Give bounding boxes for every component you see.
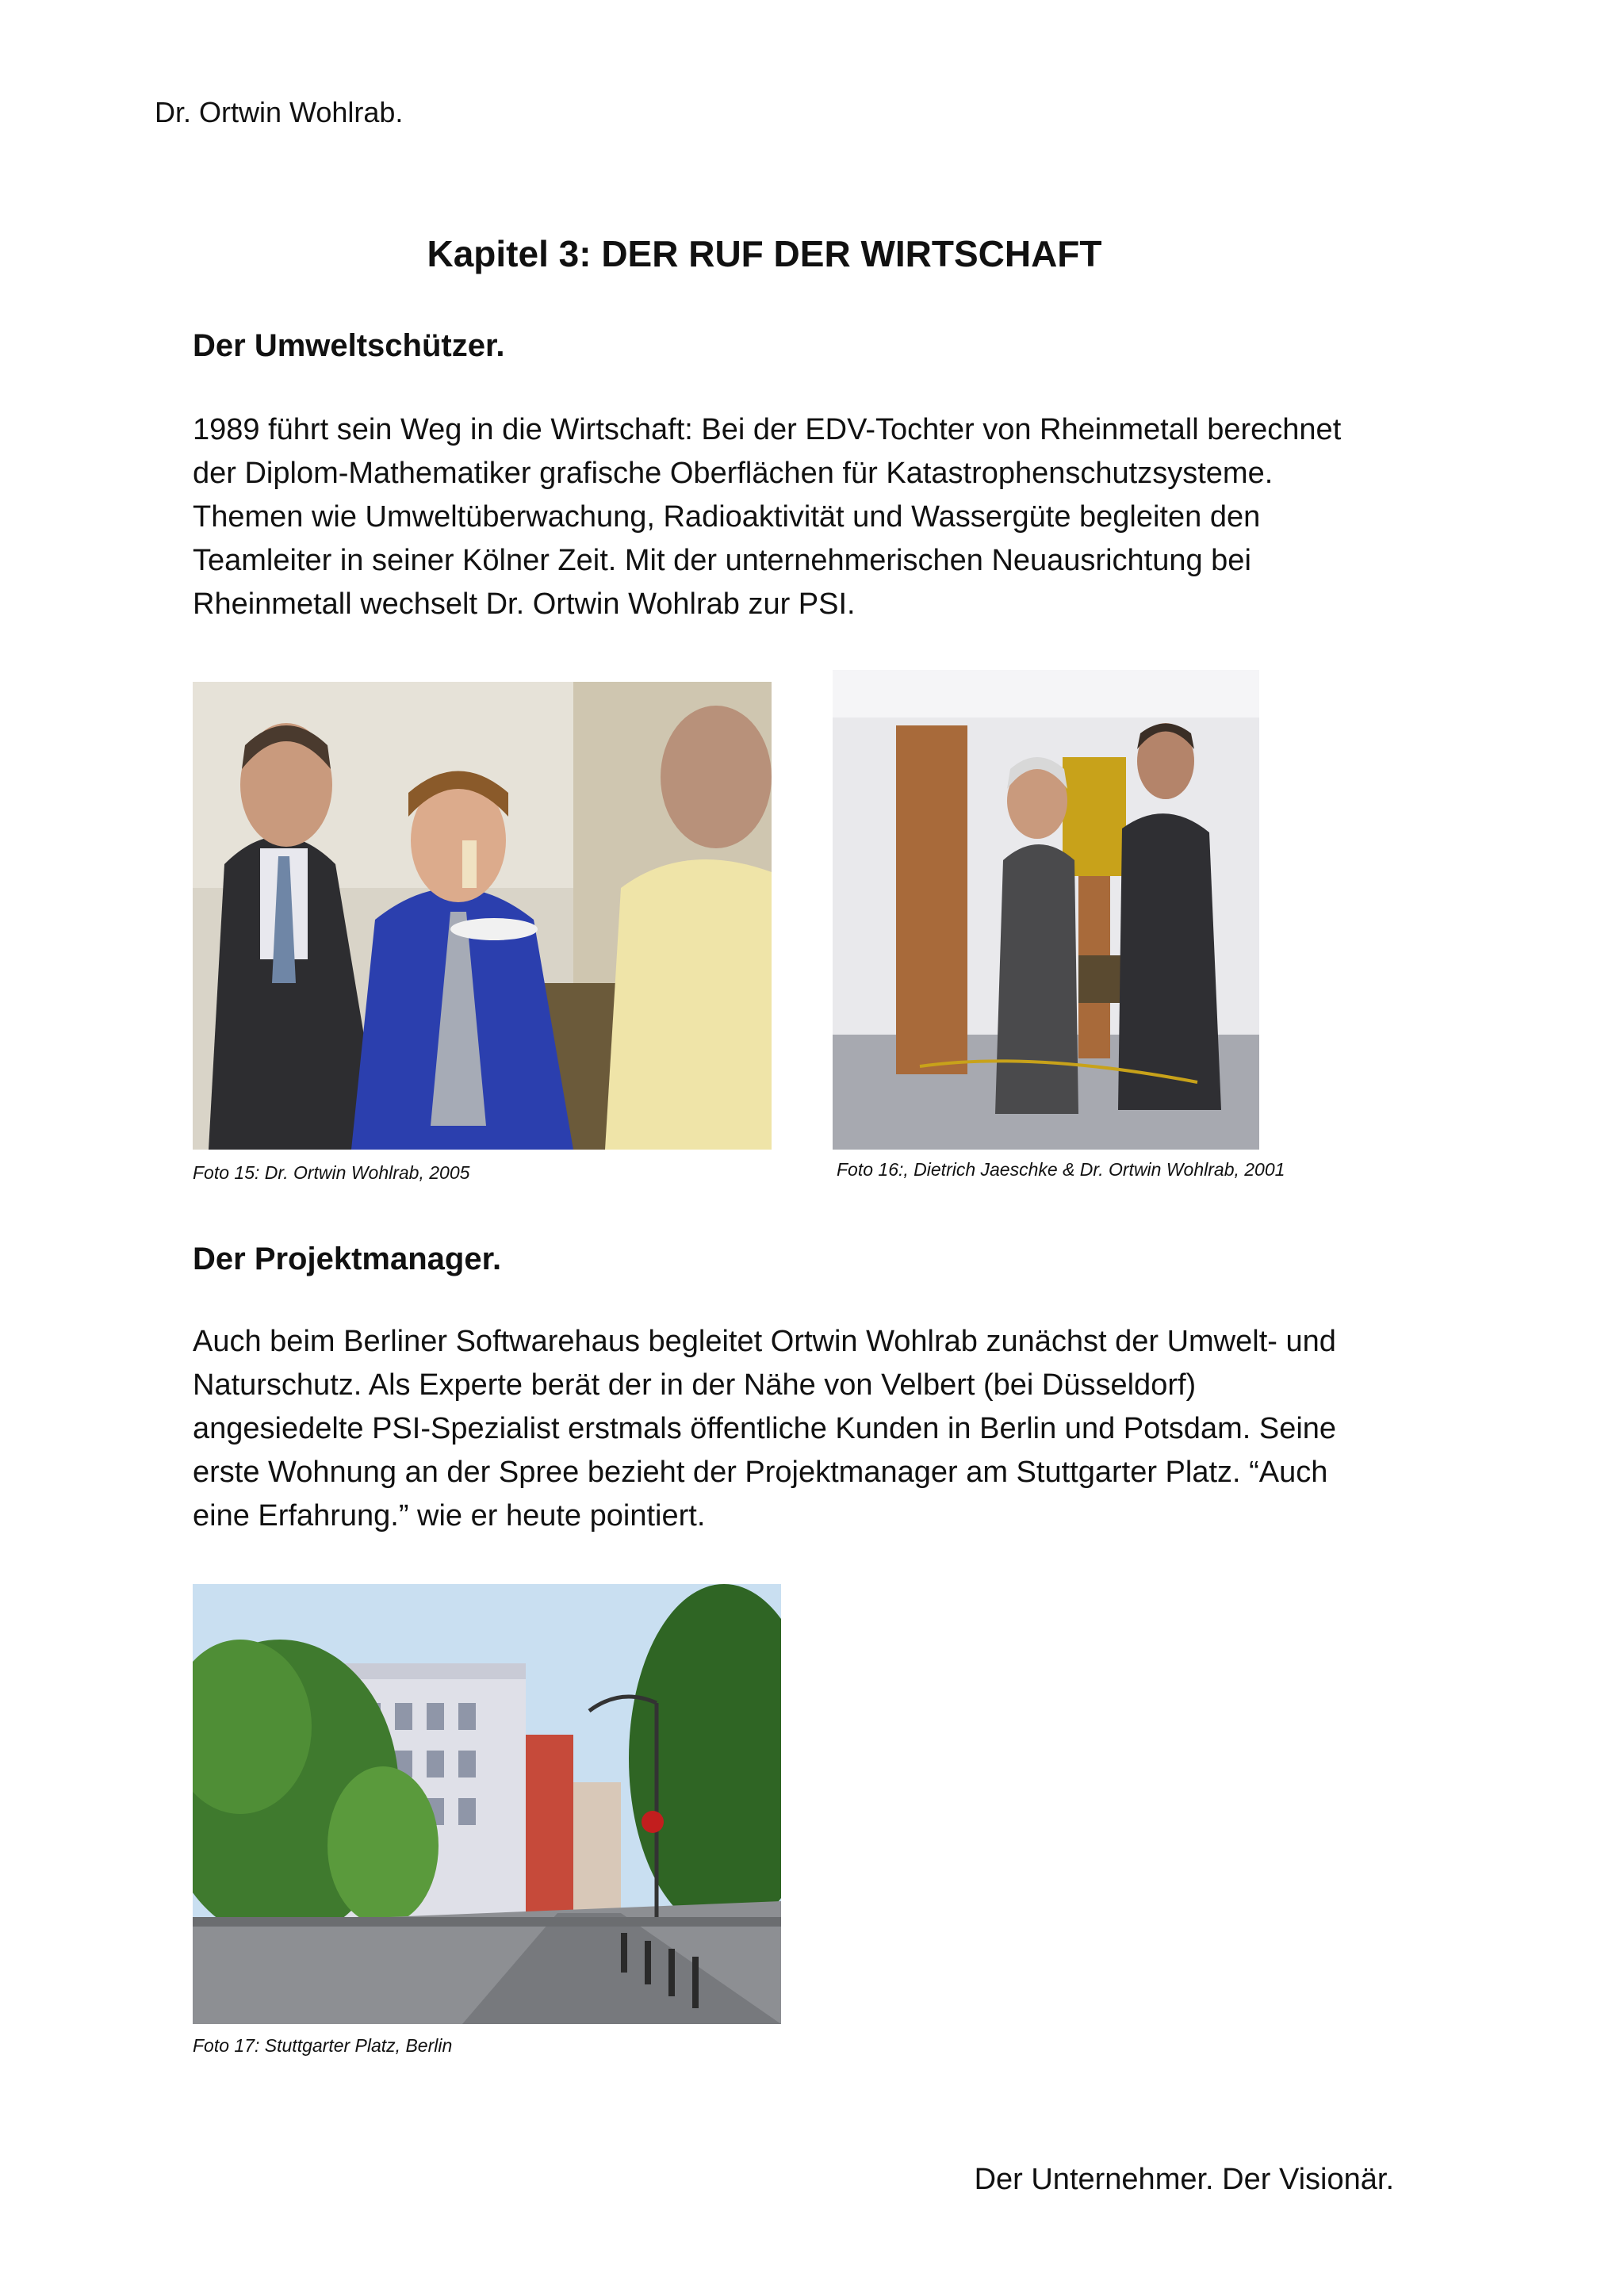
chapter-title: Kapitel 3: DER RUF DER WIRTSCHAFT xyxy=(427,233,1102,274)
caption-photo-16: Foto 16:, Dietrich Jaeschke & Dr. Ortwin Wohlrab, 2001 xyxy=(837,1159,1285,1180)
caption-photo-17: Foto 17: Stuttgarter Platz, Berlin xyxy=(193,2035,453,2056)
paragraph-projektmanager: Auch beim Berliner Softwarehaus begleitet Ortwin Wohlrab zunächst der Umwelt- und Naturschutz. Als Experte berät der in der Nähe von Velbert (bei Düsseldorf) angesiedelte PSI-Spezialist erstmals öffentliche Kunden in Berlin und Potsdam. Seine erste Wohnung an der Spree bezieht der Projektmanager am Stuttgarter Platz. “Auch eine Erfahrung.” wie er heute pointiert. xyxy=(193,1325,1337,1533)
photo-15-image xyxy=(193,682,772,1150)
section-heading-umweltschuetzer: Der Umweltschützer. xyxy=(193,328,505,363)
page-header-author: Dr. Ortwin Wohlrab. xyxy=(155,96,404,128)
photo-17 xyxy=(193,1584,781,2024)
caption-photo-15: Foto 15: Dr. Ortwin Wohlrab, 2005 xyxy=(193,1162,470,1183)
photo-16 xyxy=(833,670,1259,1150)
photo-16-image xyxy=(833,670,1259,1150)
photo-15 xyxy=(193,682,772,1150)
photo-17-image xyxy=(193,1584,781,2024)
paragraph-umweltschuetzer: 1989 führt sein Weg in die Wirtschaft: Bei der EDV-Tochter von Rheinmetall berechnet der Diplom-Mathematiker grafische Oberflächen für Katastrophenschutzsysteme. Themen wie Umweltüberwachung, Radioaktivität und Wassergüte begleiten den Teamleiter in seiner Kölner Zeit. Mit der unternehmerischen Neuausrichtung bei Rheinmetall wechselt Dr. Ortwin Wohlrab zur PSI. xyxy=(193,413,1342,621)
section-heading-projektmanager: Der Projektmanager. xyxy=(193,1242,502,1276)
page-footer: Der Unternehmer. Der Visionär. xyxy=(974,2163,1394,2196)
